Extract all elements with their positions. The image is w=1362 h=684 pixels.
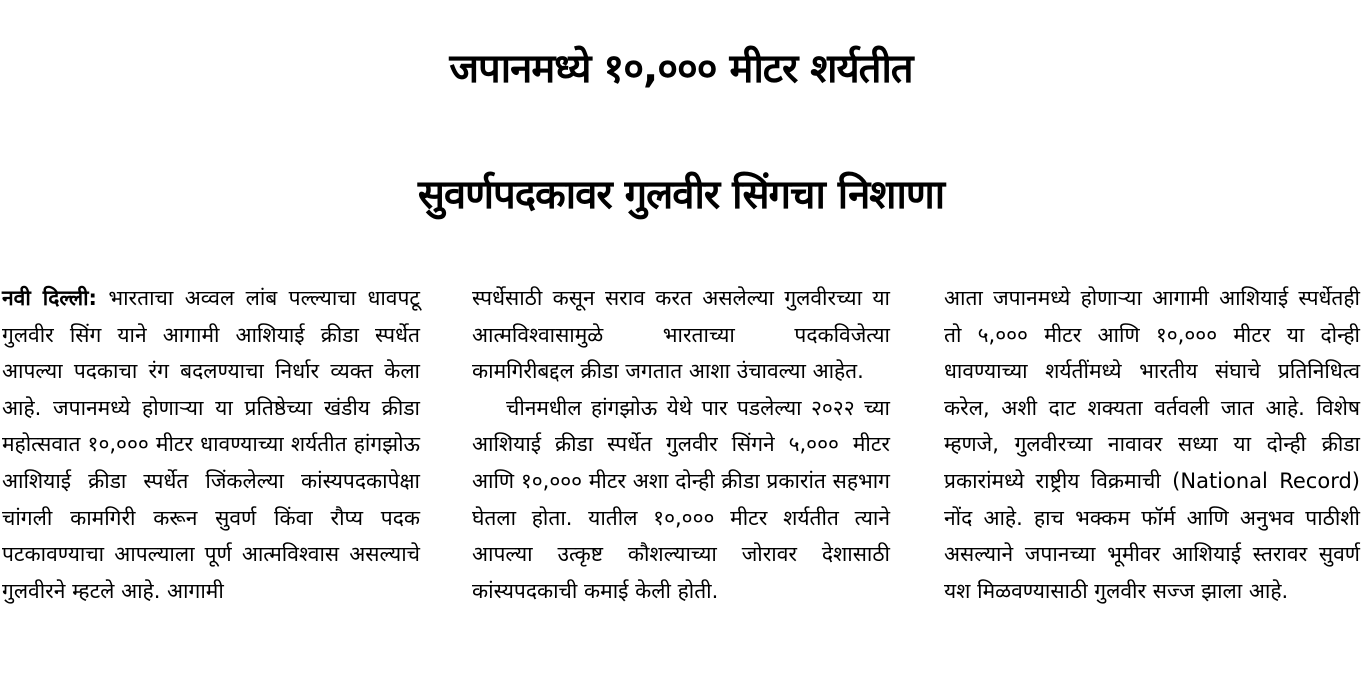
- article-body: [0, 280, 1362, 680]
- article-paragraph: स्पर्धेसाठी कसून सराव करत असलेल्या गुलवीरच्या या आत्मविश्वासामुळे भारताच्या पदकविजेत्या कामगिरीबद्दल क्रीडा जगतात आशा उंचावल्या आहेत.: [472, 286, 890, 384]
- article-paragraph: [2, 280, 420, 609]
- headline: [0, 6, 1362, 258]
- article-column-2: [472, 280, 890, 609]
- column-1-text: भारताचा अव्वल लांब पल्ल्याचा धावपटू गुलवीर सिंग याने आगामी आशियाई क्रीडा स्पर्धेत आपल्या पदकाचा रंग बदलण्याचा निर्धार व्यक्त केला आहे. जपानमध्ये होणाऱ्या या प्रतिष्ठेच्या खंडीय क्रीडा महोत्सवात १०,००० मीटर धावण्याच्या शर्यतीत हांगझोऊ आशियाई क्रीडा स्पर्धेत जिंकलेल्या कांस्यपदकापेक्षा चांगली कामगिरी करून सुवर्ण किंवा रौप्य पदक पटकावण्याचा आपल्याला पूर्ण आत्मविश्वास असल्याचे गुलवीरने म्हटले आहे. आगामी: [2, 286, 420, 603]
- article-column-1: [2, 280, 420, 609]
- headline-line-1: जपानमध्ये १०,००० मीटर शर्यतीत: [449, 46, 913, 92]
- dateline: नवी दिल्ली:: [2, 286, 97, 310]
- article-paragraph: आता जपानमध्ये होणाऱ्या आगामी आशियाई स्पर्धेतही तो ५,००० मीटर आणि १०,००० मीटर या दोन्ही धावण्याच्या शर्यतींमध्ये भारतीय संघाचे प्रतिनिधित्व करेल, अशी दाट शक्यता वर्तवली जात आहे. विशेष म्हणजे, गुलवीरच्या नावावर सध्या या दोन्ही क्रीडा प्रकारांमध्ये राष्ट्रीय विक्रमाची (National Record) नोंद आहे. हाच भक्कम फॉर्म आणि अनुभव पाठीशी असल्याने जपानच्या भूमीवर आशियाई स्तरावर सुवर्ण यश मिळवण्यासाठी गुलवीर सज्ज झाला आहे.: [944, 286, 1360, 603]
- article-column-3: [944, 280, 1360, 609]
- article-paragraph: चीनमधील हांगझोऊ येथे पार पडलेल्या २०२२ च्या आशियाई क्रीडा स्पर्धेत गुलवीर सिंगने ५,००० मीटर आणि १०,००० मीटर अशा दोन्ही क्रीडा प्रकारांत सहभाग घेतला होता. यातील १०,००० मीटर शर्यतीत त्याने आपल्या उत्कृष्ट कौशल्याच्या जोरावर देशासाठी कांस्यपदकाची कमाई केली होती.: [472, 395, 890, 603]
- headline-line-2: सुवर्णपदकावर गुलवीर सिंगचा निशाणा: [417, 172, 945, 218]
